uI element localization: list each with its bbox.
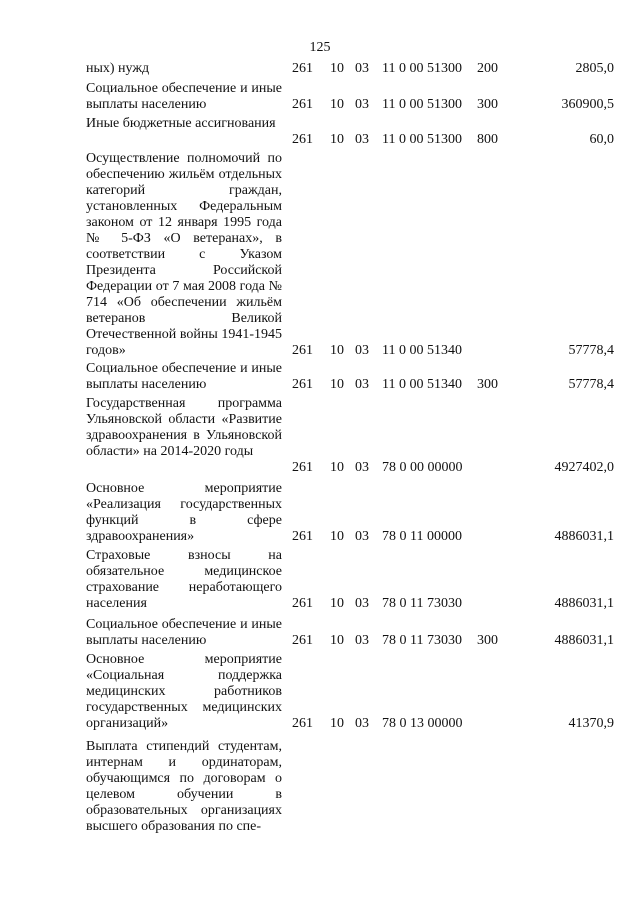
subsection-code: 03 — [355, 529, 369, 544]
amount: 57778,4 — [568, 343, 614, 358]
row-description: Осуществление полномочий по обеспечению жильём отдельных категорий граждан, установленных Федеральным законом от 12 января 1995 года № 5-ФЗ «О ветеранах», в соответствии с Указом Президента Российской Федерации от 7 мая 2008 года № 714 «Об обеспечении жильём ветеранов Великой Отечественной войны 1941-1945 годов» — [86, 151, 282, 358]
target-item-code: 78 0 00 00000 — [382, 460, 463, 475]
section-code: 10 — [330, 377, 344, 392]
amount: 60,0 — [589, 132, 614, 147]
expense-type-code: 300 — [477, 377, 498, 392]
amount: 41370,9 — [568, 716, 614, 731]
target-item-code: 11 0 00 51300 — [382, 61, 462, 76]
page-number: 125 — [309, 40, 331, 55]
amount: 360900,5 — [561, 97, 614, 112]
row-description: Основное мероприятие «Социальная поддержка медицинских работников государственных медицинских организаций» — [86, 652, 282, 731]
target-item-code: 11 0 00 51340 — [382, 343, 462, 358]
row-description: Выплата стипендий студентам, интернам и ординаторам, обучающимся по договорам о целевом обучении в образовательных организациях высшего образования по спе- — [86, 739, 282, 834]
row-description: Страховые взносы на обязательное медицинское страхование неработающего населения — [86, 548, 282, 611]
row-description: Социальное обеспечение и иные выплаты населению — [86, 81, 282, 112]
department-code: 261 — [292, 529, 313, 544]
department-code: 261 — [292, 61, 313, 76]
department-code: 261 — [292, 716, 313, 731]
row-description: Социальное обеспечение и иные выплаты населению — [86, 361, 282, 392]
expense-type-code: 800 — [477, 132, 498, 147]
subsection-code: 03 — [355, 377, 369, 392]
subsection-code: 03 — [355, 97, 369, 112]
section-code: 10 — [330, 132, 344, 147]
section-code: 10 — [330, 716, 344, 731]
subsection-code: 03 — [355, 343, 369, 358]
target-item-code: 11 0 00 51300 — [382, 97, 462, 112]
subsection-code: 03 — [355, 61, 369, 76]
amount: 4886031,1 — [554, 529, 614, 544]
department-code: 261 — [292, 633, 313, 648]
department-code: 261 — [292, 460, 313, 475]
section-code: 10 — [330, 97, 344, 112]
department-code: 261 — [292, 377, 313, 392]
subsection-code: 03 — [355, 716, 369, 731]
amount: 4886031,1 — [554, 633, 614, 648]
department-code: 261 — [292, 343, 313, 358]
target-item-code: 11 0 00 51300 — [382, 132, 462, 147]
row-description: Основное мероприятие «Реализация государственных функций в сфере здравоохранения» — [86, 481, 282, 544]
section-code: 10 — [330, 596, 344, 611]
expense-type-code: 300 — [477, 97, 498, 112]
target-item-code: 78 0 11 73030 — [382, 596, 462, 611]
subsection-code: 03 — [355, 633, 369, 648]
section-code: 10 — [330, 343, 344, 358]
expense-type-code: 200 — [477, 61, 498, 76]
department-code: 261 — [292, 97, 313, 112]
section-code: 10 — [330, 61, 344, 76]
amount: 4886031,1 — [554, 596, 614, 611]
subsection-code: 03 — [355, 460, 369, 475]
subsection-code: 03 — [355, 132, 369, 147]
department-code: 261 — [292, 132, 313, 147]
target-item-code: 78 0 11 73030 — [382, 633, 462, 648]
amount: 2805,0 — [575, 61, 614, 76]
expense-type-code: 300 — [477, 633, 498, 648]
target-item-code: 78 0 13 00000 — [382, 716, 463, 731]
target-item-code: 78 0 11 00000 — [382, 529, 462, 544]
amount: 57778,4 — [568, 377, 614, 392]
row-description: Иные бюджетные ассигнования — [86, 116, 276, 131]
row-description: Социальное обеспечение и иные выплаты населению — [86, 617, 282, 648]
subsection-code: 03 — [355, 596, 369, 611]
section-code: 10 — [330, 633, 344, 648]
row-description: Государственная программа Ульяновской области «Развитие здравоохранения в Ульяновской области» на 2014-2020 годы — [86, 396, 282, 459]
section-code: 10 — [330, 460, 344, 475]
row-description: ных) нужд — [86, 61, 150, 76]
target-item-code: 11 0 00 51340 — [382, 377, 462, 392]
amount: 4927402,0 — [554, 460, 614, 475]
section-code: 10 — [330, 529, 344, 544]
department-code: 261 — [292, 596, 313, 611]
